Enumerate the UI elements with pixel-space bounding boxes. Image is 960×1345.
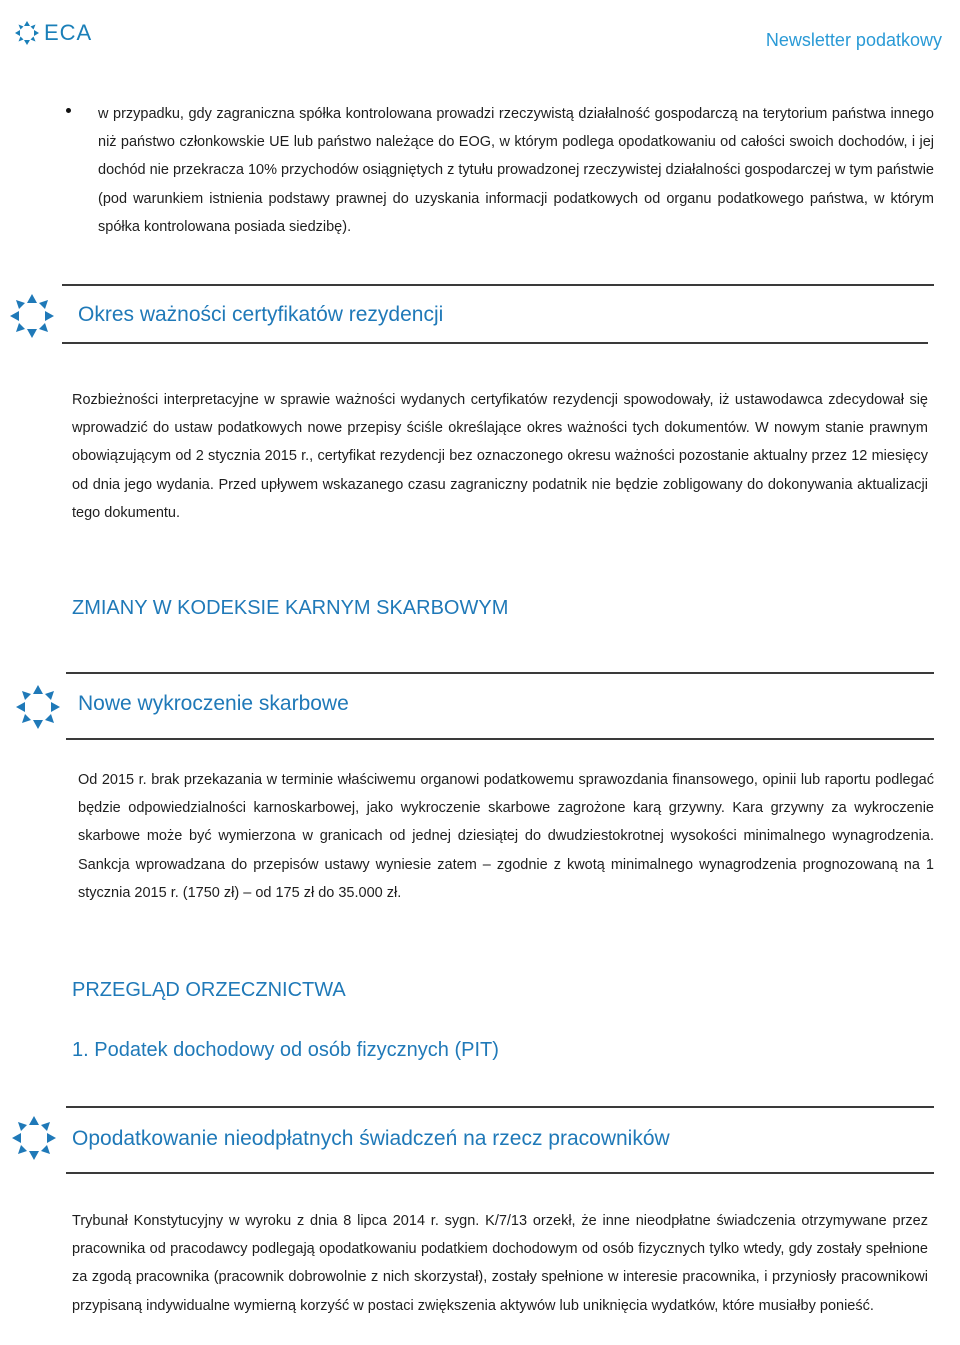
section-rule-bottom (62, 342, 928, 344)
bullet-text: w przypadku, gdy zagraniczna spółka kontrolowana prowadzi rzeczywistą działalność gospodarczą na terytorium państwa innego niż państwo członkowskie UE lub państwo należące do EOG, w którym podlega opodatkowaniu od całości swoich dochodów, i jej dochód nie przekracza 10% przychodów osiągniętych z tytułu prowadzonej rzeczywistej działalności gospodarczej w tym państwie (pod warunkiem istnienia podstawy prawnej do uzyskania informacji podatkowych od organu podatkowego państwa, w którym spółka kontrolowana posiada siedzibę). (98, 106, 934, 235)
bullet-dot (66, 108, 71, 113)
section-body-nieodplatne-swiadczenia: Trybunał Konstytucyjny w wyroku z dnia 8 lipca 2014 r. sygn. K/7/13 orzekł, że inne nieodpłatne świadczenia otrzymywane przez pracownika od pracodawcy podlegają opodatkowaniu podatkiem dochodowym od osób fizycznych tylko wtedy, gdy zostały spełnione za zgodą pracownika (pracownik dobrowolnie z nich skorzystał), zostały spełnione w interesie pracownika, i przyniosły pracownikowi przypisaną indywidualne wymierną korzyść w postaci zwiększenia aktywów lub uniknięcia wydatków, które musiałby ponieść. (72, 1213, 928, 1314)
heading-pit: 1. Podatek dochodowy od osób fizycznych (PIT) (72, 1039, 499, 1061)
newsletter-title: Newsletter podatkowy (765, 30, 942, 50)
section-body-certyfikaty: Rozbieżności interpretacyjne w sprawie ważności wydanych certyfikatów rezydencji spowodowały, iż ustawodawca zdecydował się wprowadzić do ustaw podatkowych nowe przepisy ściśle określające okres ważności tych dokumentów. W nowym stanie prawnym obowiązującym od 2 stycznia 2015 r., certyfikat rezydencji bez oznaczonego okresu ważności pozostanie aktualny przez 12 miesięcy od dnia jego wydania. Przed upływem wskazanego czasu zagraniczny podatnik nie będzie zobligowany do dokonywania aktualizacji tego dokumentu. (72, 392, 928, 521)
section-rule-top (66, 672, 934, 674)
section-body-wykroczenie: Od 2015 r. brak przekazania w terminie właściwemu organowi podatkowemu sprawozdania finansowego, opinii lub raportu podlegać będzie odpowiedzialności karnoskarbowej, jako wykroczenie skarbowe zagrożone karą grzywny. Kara grzywny za wykroczenie skarbowe może być wymierzona w granicach od jednej dziesiątej do dwudziestokrotnej wysokości minimalnego wynagrodzenia. Sankcja wprowadzana do przepisów ustawy wyniesie zatem – zgodnie z kwotą minimalnego wynagrodzenia prognozowaną na 1 stycznia 2015 r. (1750 zł) – od 175 zł do 35.000 zł. (78, 772, 934, 901)
section-title-nieodplatne-swiadczenia: Opodatkowanie nieodpłatnych świadczeń na rzecz pracowników (72, 1127, 670, 1150)
heading-zmiany-kks: ZMIANY W KODEKSIE KARNYM SKARBOWYM (72, 597, 509, 619)
section-rule-bottom (66, 1172, 934, 1174)
section-title-certyfikaty: Okres ważności certyfikatów rezydencji (78, 303, 444, 326)
page-header (0, 0, 960, 80)
heading-przeglad-orzecznictwa: PRZEGLĄD ORZECZNICTWA (72, 979, 346, 1001)
eca-logo (14, 20, 92, 46)
star-section-icon (14, 683, 62, 731)
logo-text: ECA (44, 20, 93, 45)
section-rule-bottom (66, 738, 934, 740)
eca-logo-icon (14, 20, 40, 46)
section-title-wykroczenie: Nowe wykroczenie skarbowe (78, 692, 349, 715)
section-rule-top (66, 1106, 934, 1108)
star-section-icon (10, 1114, 58, 1162)
star-section-icon (8, 292, 56, 340)
bullet-list-item (66, 100, 934, 241)
section-rule-top (62, 284, 934, 286)
